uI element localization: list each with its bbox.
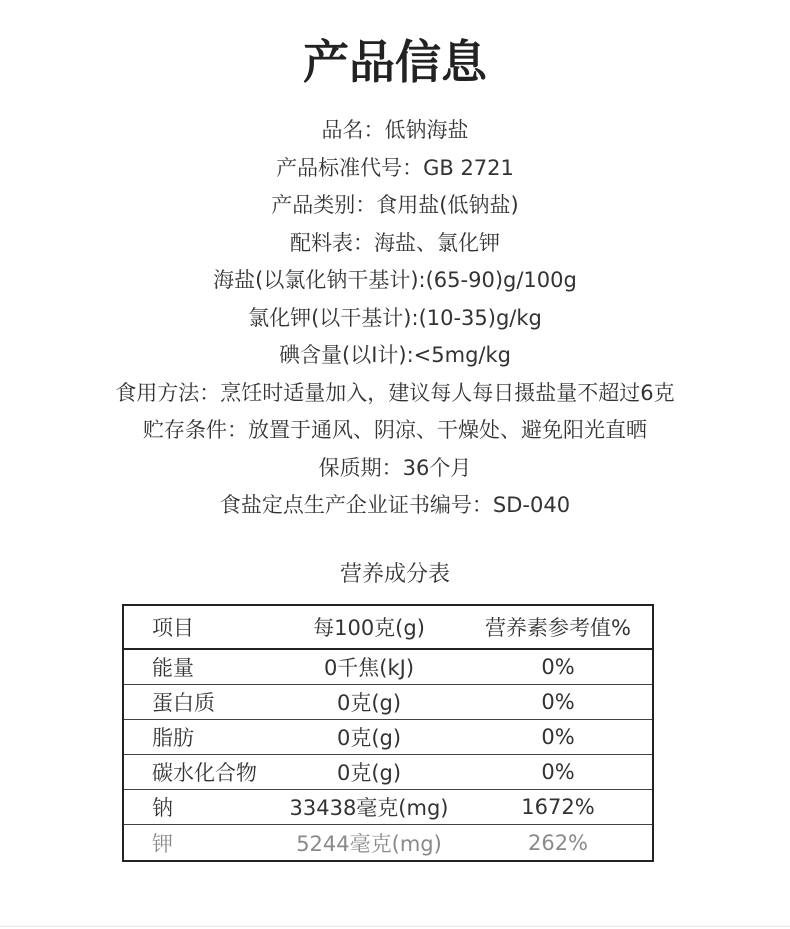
row-nrv: 262%	[527, 830, 589, 855]
info-ingredients: 配料表：海盐、氯化钾	[290, 230, 500, 255]
bottom-divider	[0, 926, 790, 927]
header-item: 项目	[152, 616, 194, 640]
row-amount: 0千焦(kJ)	[323, 656, 415, 680]
row-nrv: 0%	[541, 725, 575, 749]
row-label: 蛋白质	[152, 691, 215, 715]
row-amount: 0克(g)	[336, 691, 402, 715]
row-nrv: 1672%	[521, 795, 595, 819]
page-title: 产品信息	[303, 35, 487, 89]
row-nrv: 0%	[541, 655, 575, 679]
info-storage: 贮存条件：放置于通风、阴凉、干燥处、避免阳光直晒	[143, 418, 647, 442]
row-label: 钠	[152, 796, 173, 820]
table-row	[124, 825, 652, 860]
nutrition-table	[122, 604, 654, 862]
row-nrv: 0%	[541, 690, 575, 714]
header-nrv: 营养素参考值%	[485, 616, 631, 640]
row-amount: 0克(g)	[336, 726, 402, 750]
row-nrv: 0%	[541, 760, 575, 784]
header-per-100g: 每100克(g)	[313, 616, 425, 640]
info-product-name: 品名：低钠海盐	[321, 118, 469, 142]
row-label: 脂肪	[152, 726, 194, 750]
product-info-section	[0, 112, 790, 525]
table-header-row	[124, 606, 652, 648]
table-row	[124, 790, 652, 824]
table-row	[124, 650, 652, 684]
info-potassium-chloride: 氯化钾(以干基计):(10-35)g/kg	[248, 305, 542, 330]
row-amount: 33438毫克(mg)	[289, 796, 449, 820]
info-iodine: 碘含量(以I计):<5mg/kg	[279, 343, 511, 367]
row-amount: 0克(g)	[336, 761, 402, 785]
info-category: 产品类别：食用盐(低钠盐)	[271, 193, 519, 217]
table-row	[124, 755, 652, 789]
info-license: 食盐定点生产企业证书编号：SD-040	[219, 493, 571, 517]
row-label: 钾	[152, 831, 173, 856]
table-row	[124, 685, 652, 719]
table-row	[124, 720, 652, 754]
row-label: 碳水化合物	[152, 761, 257, 785]
info-standard-code: 产品标准代号：GB 2721	[276, 155, 514, 180]
info-shelf-life: 保质期：36个月	[318, 455, 472, 480]
info-usage: 食用方法：烹饪时适量加入，建议每人每日摄盐量不超过6克	[115, 380, 675, 405]
row-amount: 5244毫克(mg)	[296, 831, 442, 856]
info-sodium-chloride: 海盐(以氯化钠干基计):(65-90)g/100g	[213, 268, 577, 292]
nutrition-table-title: 营养成分表	[339, 562, 450, 587]
row-label: 能量	[152, 656, 194, 680]
